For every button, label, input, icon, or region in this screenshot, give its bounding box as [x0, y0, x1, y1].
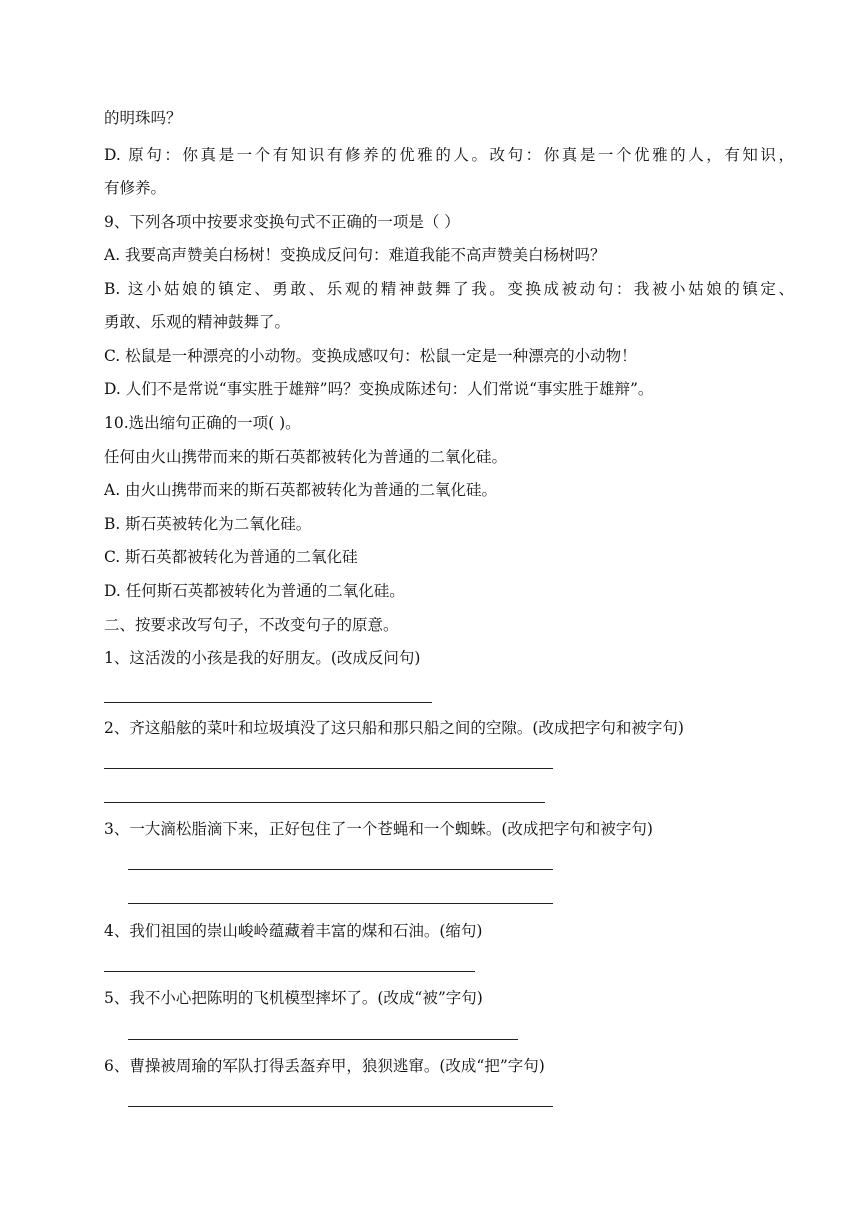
answer-blank[interactable] — [104, 971, 475, 972]
answer-blank[interactable] — [104, 768, 553, 769]
text-line: 勇敢、乐观的精神鼓舞了。 — [104, 313, 291, 331]
exercise-3: 3、一大滴松脂滴下来，正好包住了一个苍蝇和一个蜘蛛。(改成把字句和被字句) — [104, 820, 653, 838]
question-10: 10.选出缩句正确的一项( )。 — [104, 414, 301, 432]
answer-blank[interactable] — [128, 1039, 518, 1040]
option-c-line: C. 松鼠是一种漂亮的小动物。变换成感叹句：松鼠一定是一种漂亮的小动物！ — [104, 347, 637, 365]
text-line: 有修养。 — [104, 179, 167, 197]
option-d-line: D. 人们不是常说“事实胜于雄辩”吗？变换成陈述句：人们常说“事实胜于雄辩”。 — [104, 380, 654, 398]
option-a-line: A. 我要高声赞美白杨树！变换成反问句：难道我能不高声赞美白杨树吗？ — [104, 246, 606, 264]
answer-blank[interactable] — [128, 869, 553, 870]
exercise-1: 1、这活泼的小孩是我的好朋友。(改成反问句) — [104, 649, 421, 667]
exercise-2: 2、齐这船舷的菜叶和垃圾填没了这只船和那只船之间的空隙。(改成把字句和被字句) — [104, 719, 684, 737]
section-heading: 二、按要求改写句子，不改变句子的原意。 — [104, 616, 399, 634]
option-d-line: D. 任何斯石英都被转化为普通的二氧化硅。 — [104, 582, 405, 600]
answer-blank[interactable] — [104, 802, 545, 803]
exercise-6: 6、曹操被周瑜的军队打得丢盔弃甲，狼狈逃窜。(改成“把”字句) — [104, 1057, 545, 1075]
option-a-line: A. 由火山携带而来的斯石英都被转化为普通的二氧化硅。 — [104, 481, 498, 499]
answer-blank[interactable] — [128, 1106, 553, 1107]
exercise-5: 5、我不小心把陈明的飞机模型摔坏了。(改成“被”字句) — [104, 989, 483, 1007]
option-b-line: B. 斯石英被转化为二氧化硅。 — [104, 515, 312, 533]
answer-blank[interactable] — [104, 702, 432, 703]
option-c-line: C. 斯石英都被转化为普通的二氧化硅 — [104, 548, 358, 566]
exercise-4: 4、我们祖国的崇山峻岭蕴藏着丰富的煤和石油。(缩句) — [104, 922, 483, 940]
question-9: 9、下列各项中按要求变换句式不正确的一项是（ ） — [104, 213, 460, 231]
option-d-line: D. 原句：你真是一个有知识有修养的优雅的人。改句：你真是一个优雅的人，有知识， — [104, 146, 794, 164]
option-b-line: B. 这小姑娘的镇定、勇敢、乐观的精神鼓舞了我。变换成被动句：我被小姑娘的镇定、 — [104, 280, 794, 298]
text-line: 的明珠吗？ — [104, 109, 182, 127]
answer-blank[interactable] — [128, 903, 553, 904]
question-sentence: 任何由火山携带而来的斯石英都被转化为普通的二氧化硅。 — [104, 448, 508, 466]
